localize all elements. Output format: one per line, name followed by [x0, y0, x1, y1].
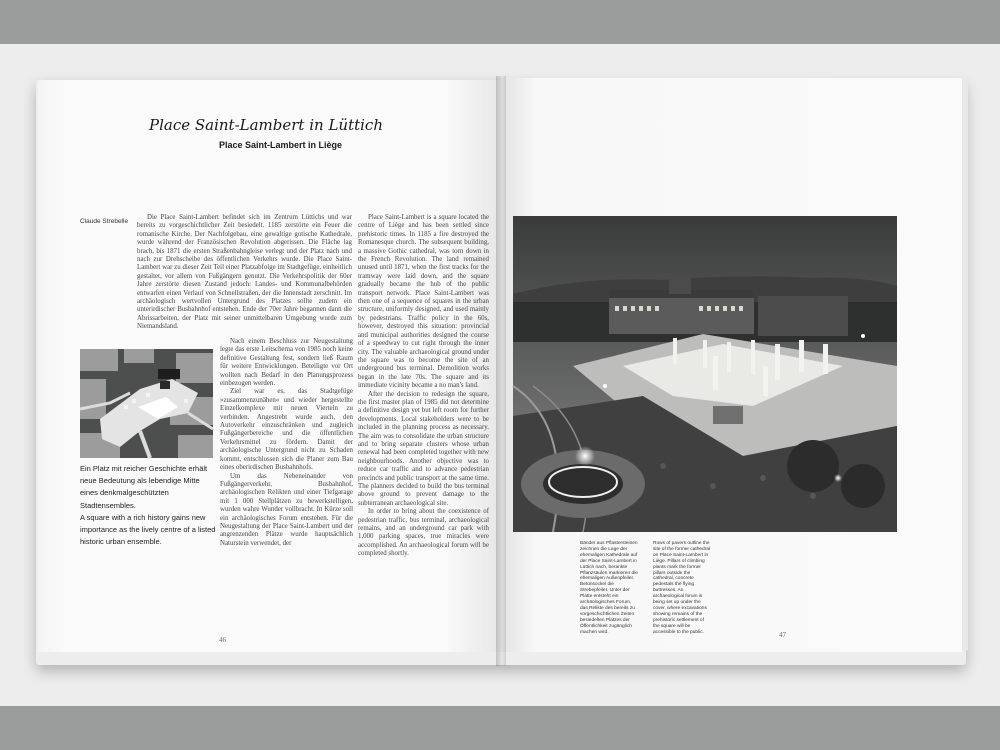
top-border	[0, 0, 1000, 44]
german-paragraph: Nach einem Beschluss zur Neugestaltung legte das erste Leitschema von 1985 noch keine definitive Gestaltung fest, sondern ließ Raum für weitere Entwicklungen. Beteiligte vor Ort wollten nach Bedarf in den Planungsprozess einbezogen werden.	[220, 338, 353, 388]
german-paragraph: Ziel war es, das Stadtgefüge »zusammenzunähen« und wieder hergestellte Einzelkomplexe mit neuen Vierteln zu verbinden. Angestrebt wurde auch, den Autoverkehr einzuschränken und zugleich Fußgängerbereiche und die öffentlichen Verkehrsmittel zu fördern. Damit der archäologische Untergrund nicht zu Schaden kommt, entschlossen sich die Planer zum Bau eines oberirdischen Busbahnhofs.	[220, 388, 353, 472]
page-number-left: 46	[219, 636, 226, 644]
left-caption	[80, 463, 216, 548]
photo-caption-german: Bänder aus Pflastersteinen zeichnen die Lage der ehemaligen Kathedrale auf der Place Saint-Lambert in Lüttich nach, berankte Pflanzsäulen markieren die ehemaligen Außenpfeiler. Betonsockel die Strebepfeiler. Unter der Platte entsteht ein archäologisches Forum, das Relikte des bereits zu vorgeschichtlichen Zeiten besiedelten Platzes der Öffentlichkeit zugänglich machen wird.	[580, 541, 638, 635]
english-paragraph: After the decision to redesign the square, the first master plan of 1985 did not determine a definitive design yet but left room for further developments. Local stakeholders were to be included in the planning process as necessary. The aim was to consolidate the urban structure and to bring separate clusters whose urban renewal had been completed together with new neighbourhoods. Another objective was to reduce car traffic and to advance pedestrian precincts and public transport at the same time. The planners decided to build the bus terminal above ground to prevent damage to the subterranean archaeological site.	[358, 390, 489, 507]
german-text-intro	[137, 214, 352, 348]
german-paragraph: Um das Nebeneinander von Fußgängerverkehr, Busbahnhof, archäologischen Relikten und einer Tiefgarage mit 1 000 Stellplätzen zu bewerkstelligen, wurden wahre Wunder vollbracht. In Kürze soll ein archäologisches Forum entstehen. Für die Neugestaltung der Place Saint-Lambert und der angrenzenden Plätze wurde hauptsächlich Naturstein verwendet, der	[220, 472, 353, 547]
photo-caption-english: Rows of pavers outline the site of the former cathedral on Place Saint-Lambert in Liège. Pillars of climbing plants mark the former pillars outside the cathedral, concrete pedestals the flying buttresses. An archaeological forum is being set up under the cover, where excavations showing remains of the prehistoric settlement of the square will be accessible to the public.	[653, 541, 711, 635]
site-plan-image	[80, 349, 213, 458]
page-edges	[962, 80, 968, 650]
author-name: Claude Strebelle	[80, 218, 129, 225]
caption-german: Ein Platz mit reicher Geschichte erhält neue Bedeutung als lebendige Mitte eines denkmalgeschützten Stadtensembles.	[80, 464, 208, 510]
square-night-photo	[513, 216, 897, 532]
book-gutter	[496, 76, 506, 666]
page-number-right: 47	[779, 631, 786, 639]
german-paragraph: Die Place Saint-Lambert befindet sich im Zentrum Lüttichs und war bereits zu vorgeschichtlicher Zeit besiedelt. 1185 zerstörte ein Feuer die romanische Kirche. Der Nachfolgebau, eine gewaltige gotische Kathedrale, wurde während der Französischen Revolution abgerissen. Die Fläche lag brach, bis 1871 die ersten Straßenbahngleise verlegt und der Platz nach und nach zur Drehscheibe des öffentlichen Verkehrs wurde. Die Place Saint-Lambert war zu dieser Zeit Teil einer Platzabfolge im Stadtgefüge, einheitlich gestaltet, vor allem von Fußgängern genutzt. Die Verkehrspolitik der 60er Jahre zerstörte diesen Zustand jedoch: Landes- und Kommunalbehörden entwarfen einen Verlauf von Schnellstraßen, der die Innenstadt zerschnitt. Im archäologisch wertvollen Untergrund des Platzes sollte zudem ein unterirdischer Busbahnhof entstehen. Ende der 70er Jahre begannen dann die Abrissarbeiten, der Platz mit seiner unmittelbaren Umgebung wurde zum Niemandsland.	[137, 214, 352, 331]
english-paragraph: Place Saint-Lambert is a square located the centre of Liège and has been settled since prehistoric times. In 1185 a fire destroyed the Romanesque church. The subsequent building, a massive Gothic cathedral, was torn down in the French Revolution. The land remained unused until 1871, when the first tracks for the tramway were laid down, and the square gradually became the hub of the public transport network. Place Saint-Lambert was then one of a sequence of squares in the urban structure, uniformly designed, and used mainly by pedestrians. Traffic policy in the 60s, however, destroyed this situation: provincial and municipal authorities designed the course of a speedway to cut right through the inner city. The valuable archaeological ground under the square was to become the site of an underground bus terminal. Demolition works began in the late 70s. The square and its immediate vicinity became a no man's land.	[358, 214, 489, 390]
article-subtitle: Place Saint-Lambert in Liège	[219, 140, 343, 150]
german-text-continued	[220, 338, 353, 547]
english-paragraph: In order to bring about the coexistence of pedestrian traffic, bus terminal, archaeological remains, and an underground car park with 1,000 parking spaces, true miracles were accomplished. An archaeological forum will be completed shortly.	[358, 508, 489, 558]
english-text	[358, 214, 489, 558]
article-title: Place Saint-Lambert in Lüttich	[149, 116, 383, 134]
caption-english: A square with a rich history gains new importance as the lively centre of a listed historic urban ensemble.	[80, 512, 216, 547]
bottom-border	[0, 706, 1000, 750]
